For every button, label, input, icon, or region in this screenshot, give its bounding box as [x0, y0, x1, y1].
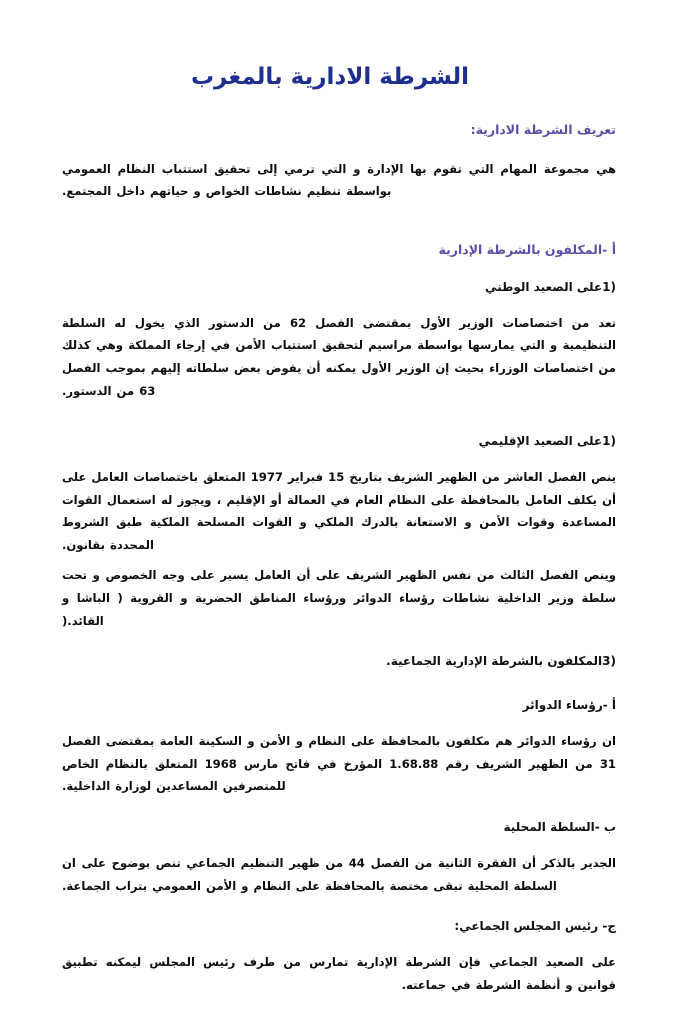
heading-definition: تعريف الشرطة الادارية:: [470, 122, 616, 138]
heading-in-charge: أ -المكلفون بالشرطة الإدارية: [438, 241, 616, 257]
paragraph-council-president: على الصعيد الجماعي فإن الشرطة الإدارية تمارس من طرف رئيس المجلس ليمكنه تطبيق قوانين و أنظمة الشرطة في جماعته.: [62, 955, 616, 992]
spacer: [62, 686, 616, 696]
paragraph-regional-level-one: ينص الفصل العاشر من الظهير الشريف بتاريخ 15 فبراير 1977 المتعلق باختصاصات العامل على أن يكلف العامل بالمحافظة على النظام العام في العمالة أو الإقليم ، ويجوز له استعمال القوات المساعدة وقوات الأمن و الاستعانة بالدرك الملكي و القوات المسلحة الملكية طبق الشروط المحددة بقانون.: [62, 470, 616, 552]
spacer: [62, 422, 616, 432]
document-content: [62, 62, 616, 1016]
paragraph-circle-heads: ان رؤساء الدوائر هم مكلفون بالمحافظة على النظام و الأمن و السكينة العامة بمقتضى الفصل 31 من الظهير الشريف رقم 1.68.88 المؤرخ في فاتح مارس 1968 المتعلق بالنظام الخاص للمتصرفين المساعدين لوزارة الداخلية.: [62, 734, 616, 794]
subheading-national-level: (1على الصعيد الوطني: [485, 279, 616, 294]
paragraph-regional-level-two: وينص الفصل الثالث من نفس الظهير الشريف على أن العامل يسير على وجه الخصوص و تحت سلطة وزير الداخلية نشاطات رؤساء الدوائر ورؤساء المناطق الحضرية و القروية ( الباشا و القائد.(: [62, 568, 616, 628]
heading-council-president: ج- رئيس المجلس الجماعي:: [454, 919, 616, 934]
heading-local-authority: ب -السلطة المحلية: [503, 820, 616, 835]
paragraph-definition: هي مجموعة المهام التي تقوم بها الإدارة و التي ترمي إلى تحقيق استتباب النظام العمومي بواسطة تنظيم نشاطات الخواص و حياتهم داخل المجتمع.: [62, 161, 616, 199]
heading-circle-heads: أ -رؤساء الدوائر: [522, 698, 616, 713]
spacer: [62, 223, 616, 241]
page-title: الشرطة الادارية بالمغرب: [190, 64, 470, 90]
paragraph-local-authority: الجدير بالذكر أن الفقرة الثانية من الفصل 44 من ظهير التنظيم الجماعي تنص بوضوح على ان السلطة المحلية تبقى مختصة بالمحافظة على النظام و الأمن العمومي بتراب الجماعة.: [62, 856, 616, 893]
subheading-communal-administrative-police: (3المكلفون بالشرطة الإدارية الجماعية.: [386, 654, 616, 669]
paragraph-national-level: تعد من اختصاصات الوزير الأول بمقتضى الفصل 62 من الدستور الذي يخول له السلطة التنظيمية و التي يمارسها بواسطة مراسيم لتحقيق استتباب الأمن في إرجاء المملكة وهي كذلك من اختصاصات الوزراء بحيث إن الوزير الأول يمكنه أن يفوض بعض سلطاته إليهم بموجب الفصل 63 من الدستور.: [62, 315, 617, 398]
subheading-regional-level: (1على الصعيد الإقليمي: [478, 434, 616, 449]
